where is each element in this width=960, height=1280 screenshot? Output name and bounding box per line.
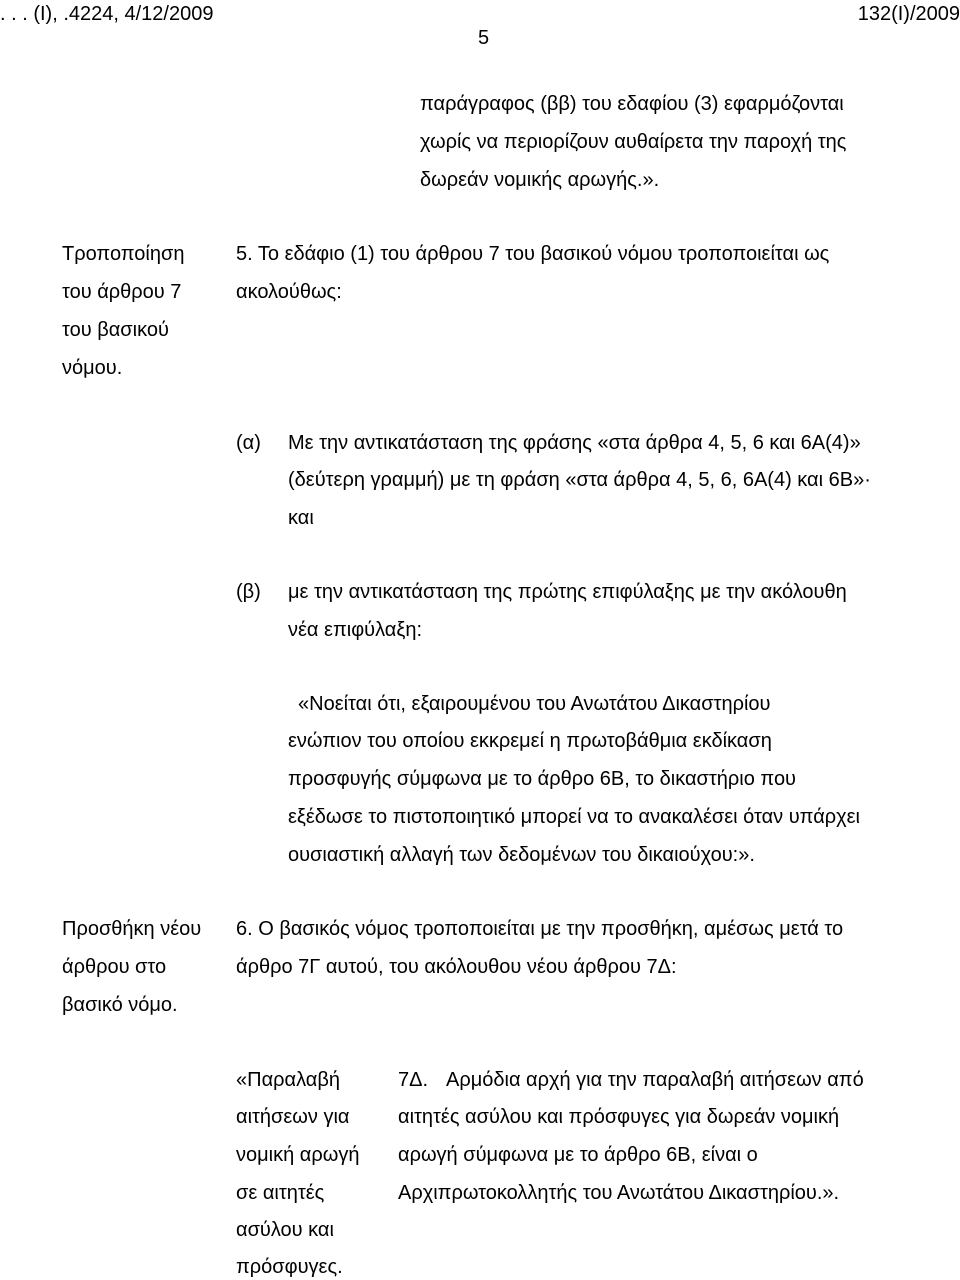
text-line: δωρεάν νομικής αρωγής.». — [420, 169, 660, 191]
text-line: «Νοείται ότι, εξαιρουμένου του Ανωτάτου Δικαστηρίου — [298, 693, 771, 715]
margin-note-line: νόμου. — [62, 357, 123, 379]
text-line: Αρχιπρωτοκολλητής του Ανωτάτου Δικαστηρίου.». — [398, 1182, 840, 1204]
text-line: (δεύτερη γραμμή) με τη φράση «στα άρθρα 4, 5, 6, 6Α(4) και 6Β»· — [288, 469, 871, 491]
text-line: προσφυγής σύμφωνα με το άρθρο 6Β, το δικαστήριο που — [288, 768, 796, 790]
margin-note-line: του βασικού — [62, 319, 169, 341]
text-line: ενώπιον του οποίου εκκρεμεί η πρωτοβάθμια εκδίκαση — [288, 730, 772, 752]
text-line: αρωγή σύμφωνα με το άρθρο 6Β, είναι ο — [398, 1144, 758, 1166]
margin-note-line: «Παραλαβή — [236, 1069, 340, 1091]
gazette-header-left: . . . (Ι), .4224, 4/12/2009 — [0, 3, 214, 25]
item-label: (α) — [236, 432, 261, 454]
margin-note-line: νομική αρωγή — [236, 1144, 360, 1166]
text-line: Αρμόδια αρχή για την παραλαβή αιτήσεων από — [446, 1069, 864, 1091]
text-line: ακολούθως: — [236, 281, 342, 303]
item-label: (β) — [236, 581, 261, 603]
margin-note-line: βασικό νόμο. — [62, 994, 178, 1016]
text-line: χωρίς να περιορίζουν αυθαίρετα την παροχή της — [420, 131, 847, 153]
margin-note-line: του άρθρου 7 — [62, 281, 182, 303]
text-line: και — [288, 507, 314, 529]
article-number: 7Δ. — [398, 1069, 429, 1091]
margin-note-line: ασύλου και — [236, 1219, 334, 1241]
margin-note-line: αιτήσεων για — [236, 1106, 350, 1128]
margin-note-line: σε αιτητές — [236, 1182, 325, 1204]
text-line: νέα επιφύλαξη: — [288, 619, 422, 641]
text-line: 5. Το εδάφιο (1) του άρθρου 7 του βασικού νόμου τροποποιείται ως — [236, 243, 830, 265]
law-number-header: 132(I)/2009 — [857, 3, 960, 25]
text-line: ουσιαστική αλλαγή των δεδομένων του δικαιούχου:». — [288, 844, 755, 866]
text-line: εξέδωσε το πιστοποιητικό μπορεί να το ανακαλέσει όταν υπάρχει — [288, 806, 860, 828]
text-line: αιτητές ασύλου και πρόσφυγες για δωρεάν νομική — [398, 1106, 840, 1128]
text-line: 6. Ο βασικός νόμος τροποποιείται με την προσθήκη, αμέσως μετά το — [236, 918, 844, 940]
margin-note-line: Προσθήκη νέου — [62, 918, 202, 940]
margin-note-line: άρθρου στο — [62, 956, 167, 978]
margin-note-line: Τροποποίηση — [62, 243, 185, 265]
text-line: άρθρο 7Γ αυτού, του ακόλουθου νέου άρθρου 7Δ: — [236, 956, 677, 978]
text-line: Με την αντικατάσταση της φράσης «στα άρθρα 4, 5, 6 και 6Α(4)» — [288, 432, 861, 454]
margin-note-line: πρόσφυγες. — [236, 1256, 343, 1278]
text-line: παράγραφος (ββ) του εδαφίου (3) εφαρμόζονται — [420, 93, 844, 115]
page-number: 5 — [478, 27, 490, 49]
text-line: με την αντικατάσταση της πρώτης επιφύλαξης με την ακόλουθη — [288, 581, 847, 603]
